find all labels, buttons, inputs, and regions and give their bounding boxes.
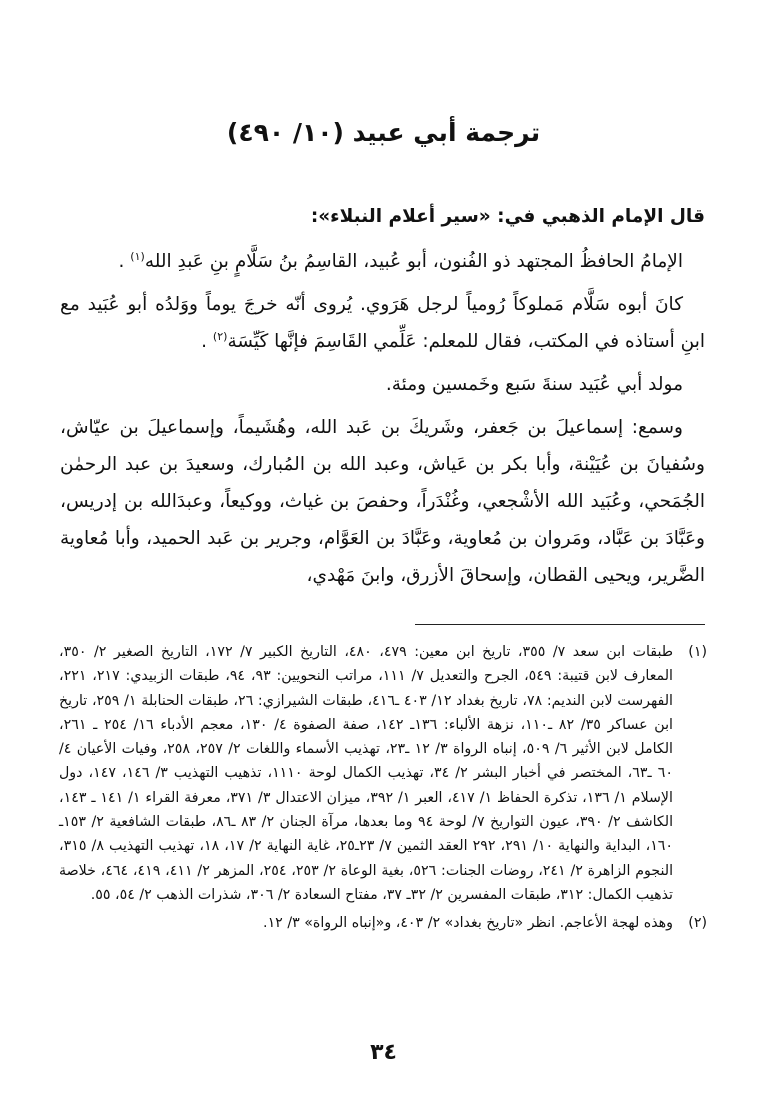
footnote-2-text: وهذه لهجة الأعاجم. انظر «تاريخ بغداد» ٢/ ٤٠٣، و«إنباه الرواة» ٣/ ١٢. <box>263 915 673 932</box>
footnote-2-number: (٢) <box>688 915 707 932</box>
footnote-1 <box>59 640 707 907</box>
footnote-separator <box>415 624 705 625</box>
page-number: ٣٤ <box>370 1040 397 1065</box>
footnote-1-number: (١) <box>688 644 707 660</box>
paragraph-3-text: مولد أبي عُبَيد سنةَ سَبع وخَمسين ومئة. <box>385 374 683 395</box>
paragraph-4 <box>60 409 705 594</box>
main-text <box>60 198 705 594</box>
footnote-ref-2[interactable]: (٢) <box>212 329 228 343</box>
paragraph-3 <box>60 366 705 403</box>
footnote-ref-1[interactable]: (١) <box>130 249 145 263</box>
paragraph-2-tail: . <box>201 331 213 352</box>
paragraph-4-text: وسمع: إسماعيلَ بن جَعفر، وشَريكَ بن عَبد الله، وهُشَيماً، وإسماعيلَ بن عيّاش، وسُفيانَ بن عُيَيْنة، وأبا بكر بن عَياش، وعبد الله بن المُبارك، وسعيدَ بن عبد الرحمٰن الجُمَحي، وعُبَيد الله الأشْجعي، وغُنْدَراً، وحفصَ بن غياث، ووكيعاً، وعبدَالله بن إدريس، وعَبَّادَ بن عَبَّاد، ومَروان بن مُعاوية، وعَبَّادَ بن العَوَّام، وجرير بن عَبد الحميد، وأبا مُعاوية الضَّرير، ويحيى القطان، وإسحاقَ الأزرق، وابنَ مَهْدي، <box>60 417 705 586</box>
paragraph-1 <box>60 243 705 280</box>
paragraph-2-text: كانَ أبوه سَلَّام مَملوكاً رُومياً لرجل هَرَوي. يُروى أنّه خرجَ يوماً ووَلدُه أبو عُبَيد مع ابنِ أستاذه في المكتب، فقال للمعلم: عَلِّمي القَاسِمَ فإنَّها كَيِّسَة <box>60 294 705 352</box>
footnote-1-text: طبقات ابن سعد ٧/ ٣٥٥، تاريخ ابن معين: ٤٧٩، ٤٨٠، التاريخ الكبير ٧/ ١٧٢، التاريخ الصغير ٢/ ٣٥٠، المعارف لابن قتيبة: ٥٤٩، الجرح والتعديل ٧/ ١١١، مراتب النحويين: ٩٣، ٩٤، طبقات الزبيدي: ٢١٧، ٢٢١، الفهرست لابن النديم: ٧٨، تاريخ بغداد ١٢/ ٤٠٣ ـ٤١٦، طبقات الشيرازي: ٢٦، طبقات الحنابلة ١/ ٢٥٩، تاريخ ابن عساكر ٣٥/ ٨٢ ـ١١٠، نزهة الألباء: ١٣٦ـ ١٤٢، صفة الصفوة ٤/ ١٣٠، معجم الأدباء ١٦/ ٢٥٤ ـ ٢٦١، الكامل لابن الأثير ٦/ ٥٠٩، إنباه الرواة ٣/ ١٢ ـ٢٣، تهذيب الأسماء واللغات ٢/ ٢٥٧، ٢٥٨، وفيات الأعيان ٤/ ٦٠ ـ٦٣، المختصر في أخبار البشر ٢/ ٣٤، تهذيب الكمال لوحة ١١١٠، تذهيب التهذيب ٣/ ١٤٦، ١٤٧، دول الإسلام ١/ ١٣٦، تذكرة الحفاظ ١/ ٤١٧، العبر ١/ ٣٩٢، ميزان الاعتدال ٣/ ٣٧١، معرفة القراء ١/ ١٤١ ـ ١٤٣، الكاشف ٢/ ٣٩٠، عيون التواريخ ٧/ لوحة ٩٤ وما بعدها، مرآة الجنان ٢/ ٨٣ ـ٨٦، طبقات الشافعية ٢/ ١٥٣ـ ١٦٠، البداية والنهاية ١٠/ ٢٩١، ٢٩٢ العقد الثمين ٧/ ٢٣ـ٢٥، غاية النهاية ٢/ ١٧، ١٨، تهذيب التهذيب ٨/ ٣١٥، النجوم الزاهرة ٢/ ٢٤١، روضات الجنات: ٥٢٦، بغية الوعاة ٢/ ٢٥٣، ٢٥٤، المزهر ٢/ ٤١١، ٤١٩، ٤٦٤، خلاصة تذهيب الكمال: ٣١٢، طبقات المفسرين ٢/ ٣٢ـ ٣٧، مفتاح السعادة ٢/ ٣٠٦، شذرات الذهب ٢/ ٥٤، ٥٥. <box>59 644 674 903</box>
footnotes <box>59 640 707 936</box>
paragraph-1-tail: . <box>118 251 131 272</box>
footnote-2 <box>59 911 707 935</box>
paragraph-2 <box>60 286 705 360</box>
intro-heading: قال الإمام الذهبي في: «سير أعلام النبلاء»: <box>310 206 705 227</box>
page-title: ترجمة أبي عبيد (١٠/ ٤٩٠) <box>226 118 541 147</box>
paragraph-1-text: الإمامُ الحافظُ المجتهد ذو الفُنون، أبو عُبيد، القاسِمُ بنُ سَلَّامٍ بنِ عَبدِ الله <box>144 251 683 272</box>
